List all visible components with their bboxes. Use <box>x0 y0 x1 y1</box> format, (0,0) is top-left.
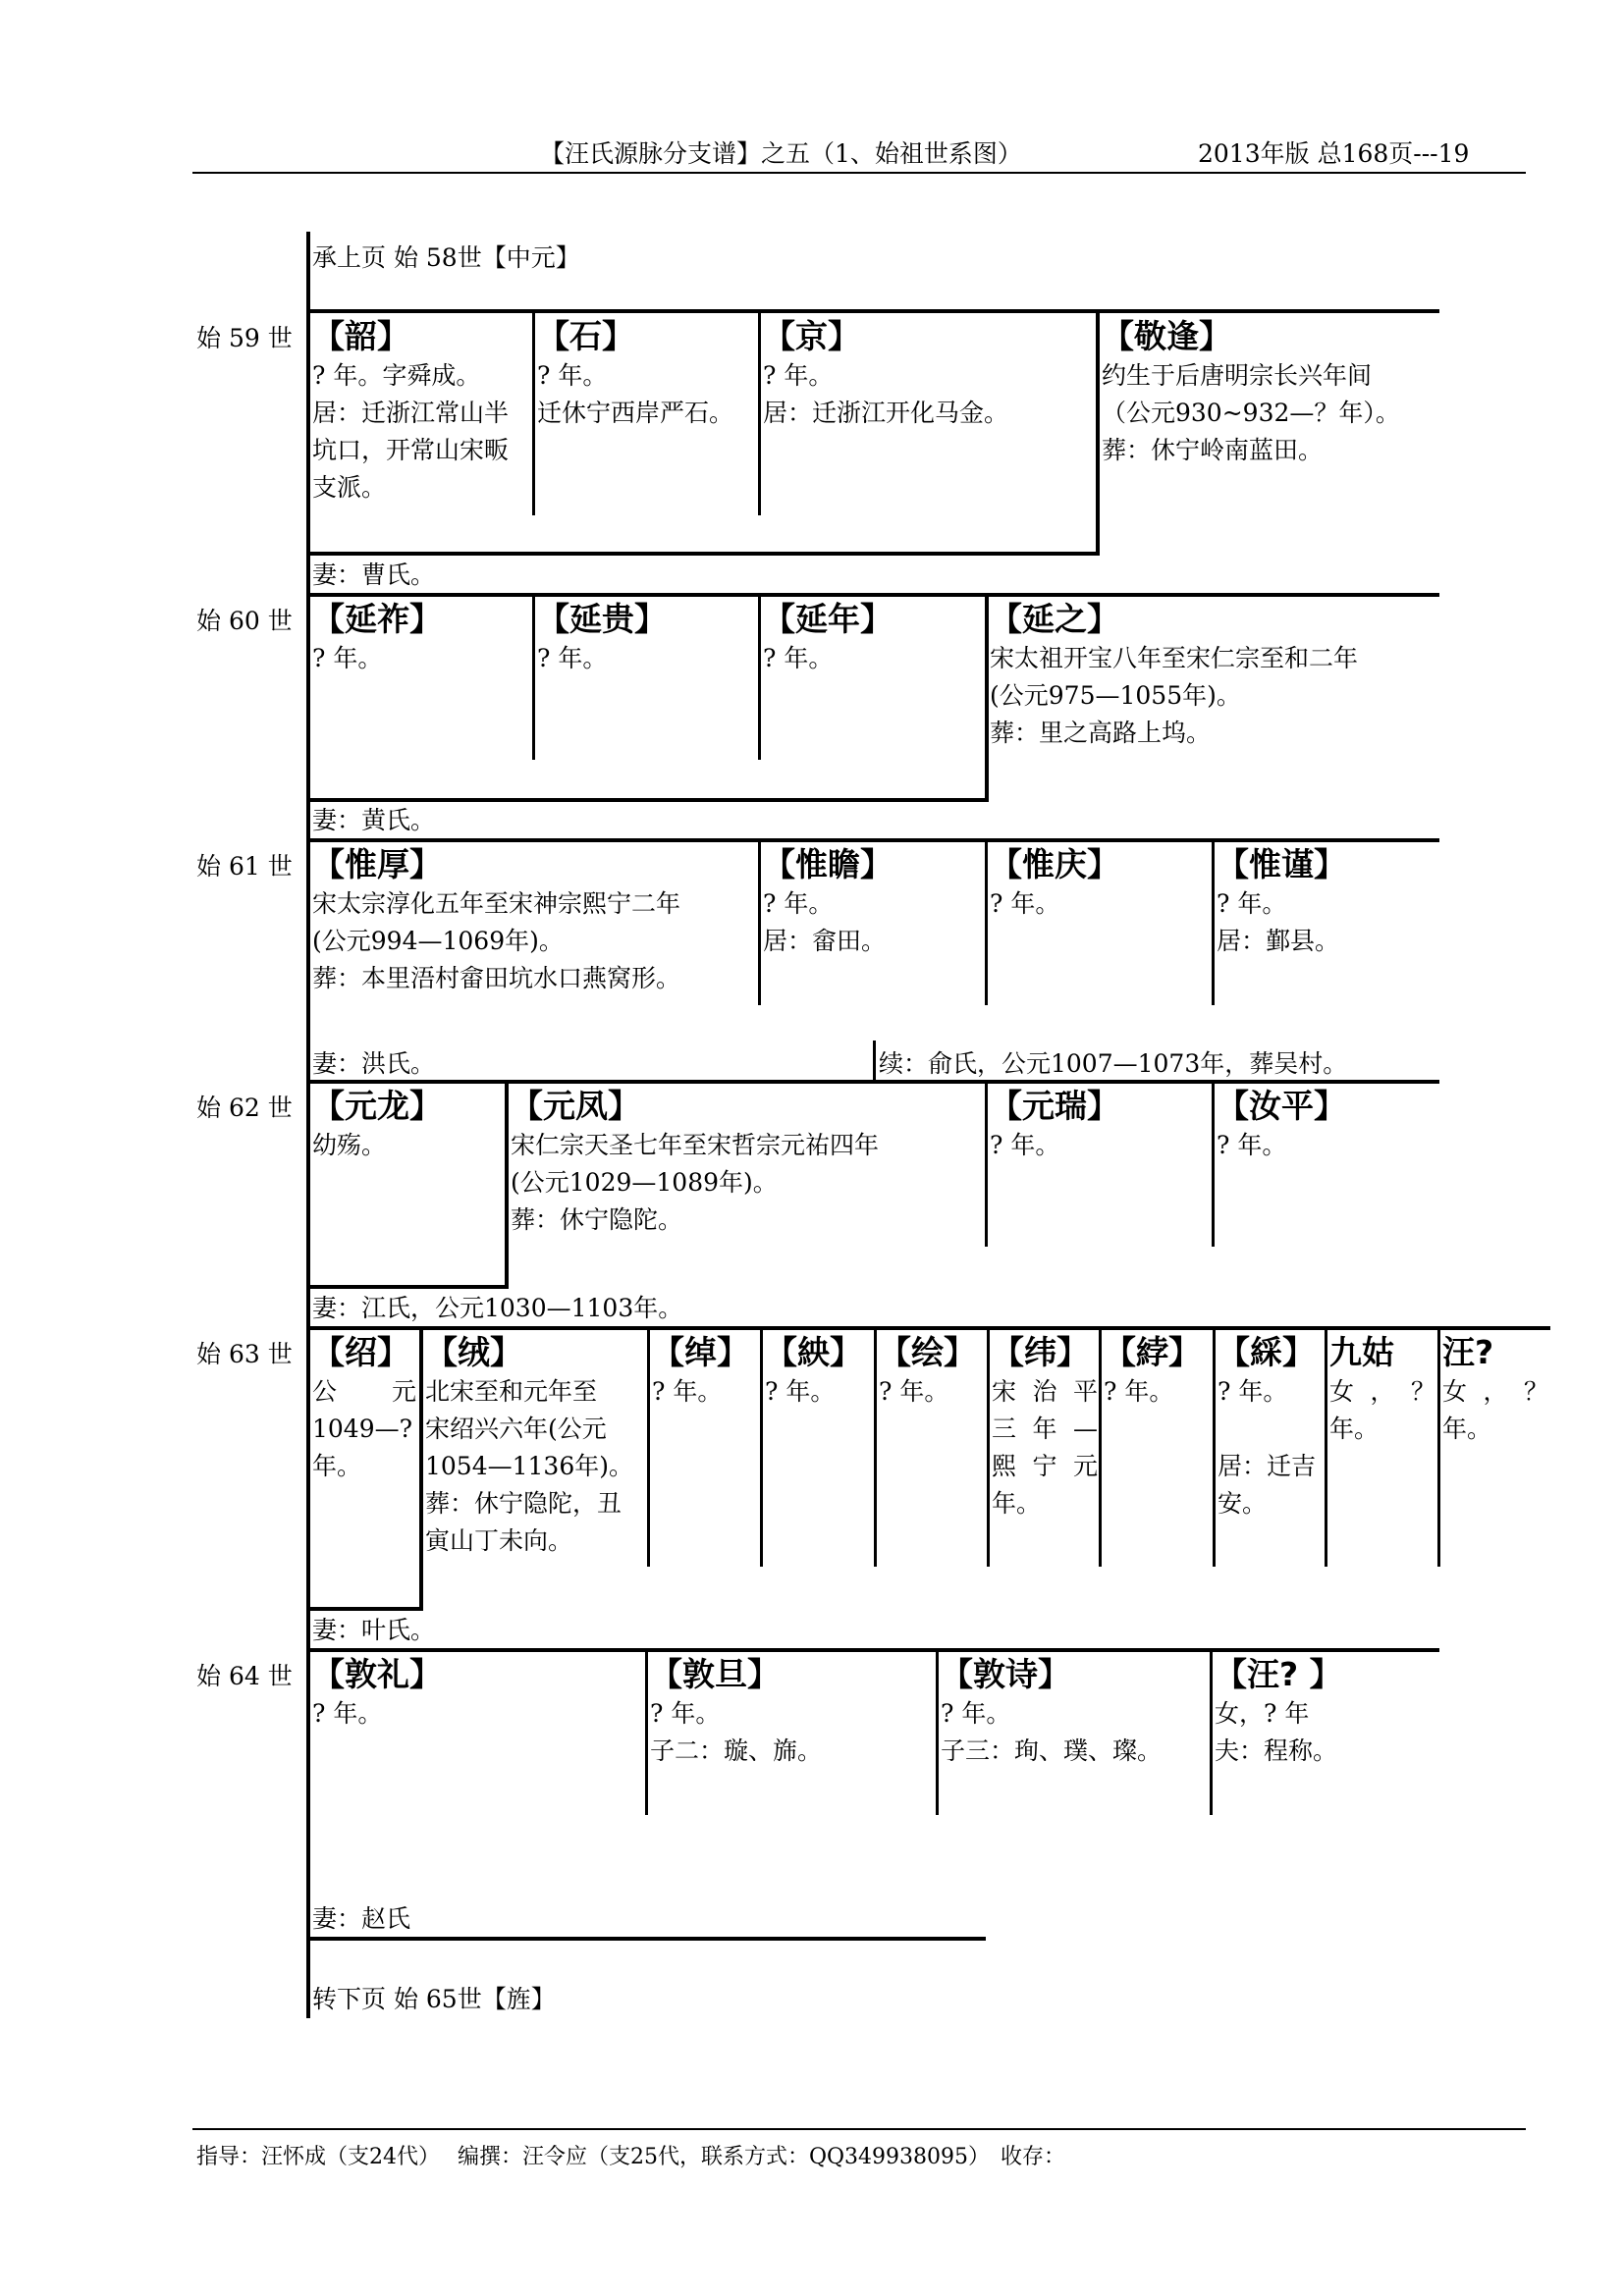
member-weizhan[interactable]: 【惟瞻】 ? 年。 居：畲田。 <box>763 844 981 960</box>
continuation-to-next: 转下页 始 65世【旌】 <box>312 1985 556 2013</box>
divider <box>1325 1326 1327 1567</box>
wife-note: 妻：叶氏。 <box>312 1616 436 1644</box>
member-hui[interactable]: 【绘】 ? 年。 <box>879 1332 987 1411</box>
member-jingfeng[interactable]: 【敬逢】 约生于后唐明宗长兴年间 （公元930~932—？年）。 葬：休宁岭南蓝田。 <box>1102 316 1439 469</box>
member-wang-unknown[interactable]: 汪? 女 ， ？ 年。 <box>1442 1333 1548 1443</box>
member-name: 【惟谨】 <box>1217 845 1346 883</box>
divider <box>1210 1648 1213 1815</box>
divider <box>874 1326 877 1567</box>
divider <box>532 593 535 760</box>
member-chuo[interactable]: 【绰】 ? 年。 <box>652 1332 760 1411</box>
wife-note: 妻：黄氏。 <box>312 806 436 834</box>
member-weihou[interactable]: 【惟厚】 宋太宗淳化五年至宋神宗熙宁二年 (公元994—1069年)。 葬：本里浯村畲田坑水口燕窝形。 <box>312 844 756 997</box>
member-name: 【惟瞻】 <box>763 845 893 883</box>
member-weijin[interactable]: 【惟谨】 ? 年。 居：鄞县。 <box>1217 844 1438 960</box>
member-name: 【韶】 <box>312 317 409 355</box>
member-name: 【敦礼】 <box>312 1655 442 1693</box>
member-name: 【绒】 <box>425 1333 522 1371</box>
member-shao2[interactable]: 【绍】 公 元 1049—? 年。 <box>312 1333 416 1480</box>
divider <box>936 1648 939 1815</box>
member-name: 【惟厚】 <box>312 845 442 883</box>
divider <box>985 593 989 801</box>
member-name: 【元龙】 <box>312 1087 442 1125</box>
member-name: 【汝平】 <box>1217 1087 1346 1125</box>
divider <box>985 1080 988 1247</box>
divider <box>1096 309 1100 555</box>
header-rule <box>192 172 1526 174</box>
continuation-from-previous: 承上页 始 58世【中元】 <box>312 243 580 272</box>
member-name: 【元凤】 <box>511 1087 640 1125</box>
gen60-top-rule <box>306 593 1439 597</box>
generation-label-62: 始 62 世 <box>196 1094 293 1122</box>
member-name: 汪? <box>1442 1333 1494 1371</box>
member-jiugu[interactable]: 九姑 女 ， ？ 年。 <box>1329 1333 1435 1443</box>
member-name: 【敦诗】 <box>941 1655 1070 1693</box>
footer-credits: 指导：汪怀成（支24代） 编撰：汪令应（支25代，联系方式：QQ349938095） 收存： <box>196 2145 1066 2169</box>
divider <box>532 309 535 515</box>
member-name: 【延年】 <box>763 600 893 638</box>
member-yanzuo[interactable]: 【延祚】 ? 年。 <box>312 599 530 677</box>
member-name: 【惟庆】 <box>990 845 1119 883</box>
member-cai[interactable]: 【綵】 ? 年。 居：迁吉 安。 <box>1218 1332 1324 1522</box>
member-name: 【敦旦】 <box>650 1655 780 1693</box>
member-wang-daughter[interactable]: 【汪? 】 女，? 年 夫：程称。 <box>1215 1654 1438 1770</box>
generation-label-63: 始 63 世 <box>196 1340 293 1368</box>
member-dunshi[interactable]: 【敦诗】 ? 年。 子三：珣、璞、璨。 <box>941 1654 1208 1770</box>
divider <box>873 1041 876 1080</box>
gen61-top-rule <box>306 838 1439 842</box>
wife-note: 妻：江氏，公元1030—1103年。 <box>312 1294 683 1322</box>
member-name: 【延祚】 <box>312 600 442 638</box>
generation-label-64: 始 64 世 <box>196 1662 293 1690</box>
member-shi[interactable]: 【石】 ? 年。 迁休宁西岸严石。 <box>537 316 759 432</box>
divider <box>505 1080 509 1289</box>
footer-rule <box>192 2128 1526 2130</box>
member-jing[interactable]: 【京】 ? 年。 居：迁浙江开化马金。 <box>763 316 1093 432</box>
gen63-top-rule <box>306 1326 1550 1330</box>
member-ruping[interactable]: 【汝平】 ? 年。 <box>1217 1086 1438 1164</box>
edition-page-info: 2013年版 总168页---19 <box>1198 139 1470 168</box>
member-name: 【石】 <box>537 317 634 355</box>
divider <box>647 1326 650 1567</box>
member-dundan[interactable]: 【敦旦】 ? 年。 子二：璇、旆。 <box>650 1654 933 1770</box>
divider <box>645 1648 648 1815</box>
member-yannian[interactable]: 【延年】 ? 年。 <box>763 599 981 677</box>
member-wei[interactable]: 【纬】 宋 治 平 三 年 — 熙 宁 元 年。 <box>992 1333 1098 1518</box>
member-name: 【绘】 <box>879 1333 976 1371</box>
gen64-bottom-rule <box>306 1937 986 1941</box>
member-name: 【绰】 <box>652 1333 749 1371</box>
wife-note: 妻：赵氏 <box>312 1904 411 1933</box>
member-dunli[interactable]: 【敦礼】 ? 年。 <box>312 1654 641 1733</box>
member-yangui[interactable]: 【延贵】 ? 年。 <box>537 599 755 677</box>
second-wife-note: 续：俞氏，公元1007—1073年，葬吴村。 <box>879 1049 1348 1078</box>
member-yuanrui[interactable]: 【元瑞】 ? 年。 <box>990 1086 1208 1164</box>
gen59-top-rule <box>306 309 1439 313</box>
gen64-top-rule <box>306 1648 1439 1652</box>
divider <box>758 593 761 760</box>
wife-note: 妻：洪氏。 <box>312 1049 436 1078</box>
member-weiqing[interactable]: 【惟庆】 ? 年。 <box>990 844 1208 923</box>
member-name: 【绍】 <box>312 1333 409 1371</box>
divider <box>419 1326 423 1611</box>
member-yanzhi[interactable]: 【延之】 宋太祖开宝八年至宋仁宗至和二年 (公元975—1055年)。 葬：里之高路上坞。 <box>990 599 1439 752</box>
document-title: 【汪氏源脉分支谱】之五（1、始祖世系图） <box>540 139 1022 168</box>
divider <box>985 838 988 1005</box>
divider <box>758 838 761 1005</box>
member-name: 【元瑞】 <box>990 1087 1119 1125</box>
divider <box>987 1326 990 1567</box>
member-name: 【紻】 <box>765 1333 862 1371</box>
member-fu[interactable]: 【綍】 ? 年。 <box>1104 1332 1212 1411</box>
member-name: 【汪? 】 <box>1215 1655 1342 1693</box>
divider <box>1212 1080 1215 1247</box>
divider <box>1212 838 1215 1005</box>
member-name: 【纬】 <box>992 1333 1089 1371</box>
divider <box>1099 1326 1102 1567</box>
gen62-top-rule <box>306 1080 1439 1084</box>
member-rong[interactable]: 【绒】 北宋至和元年至 宋绍兴六年(公元 1054—1136年)。 葬：休宁隐陀，丑 寅山丁未向。 <box>425 1332 646 1560</box>
member-name: 【延之】 <box>990 600 1119 638</box>
member-name: 【綵】 <box>1218 1333 1315 1371</box>
generation-label-60: 始 60 世 <box>196 607 293 635</box>
member-name: 【敬逢】 <box>1102 317 1231 355</box>
wife-note: 妻：曹氏。 <box>312 561 436 589</box>
member-name: 九姑 <box>1329 1333 1394 1371</box>
member-name: 【延贵】 <box>537 600 667 638</box>
member-name: 【綍】 <box>1104 1333 1201 1371</box>
divider <box>1213 1326 1216 1567</box>
member-yuanlong[interactable]: 【元龙】 幼殇。 <box>312 1086 501 1164</box>
member-shao[interactable]: 【韶】 ? 年。字舜成。 居：迁浙江常山半坑口，开常山宋畈支派。 <box>312 316 530 507</box>
generation-label-59: 始 59 世 <box>196 324 293 352</box>
member-name: 【京】 <box>763 317 860 355</box>
member-yang[interactable]: 【紻】 ? 年。 <box>765 1332 873 1411</box>
divider <box>1437 1326 1440 1567</box>
member-yuanfeng[interactable]: 【元凤】 宋仁宗天圣七年至宋哲宗元祐四年 (公元1029—1089年)。 葬：休宁隐陀。 <box>511 1086 982 1239</box>
trunk-line <box>306 232 310 2018</box>
divider <box>760 1326 763 1567</box>
generation-label-61: 始 61 世 <box>196 852 293 881</box>
